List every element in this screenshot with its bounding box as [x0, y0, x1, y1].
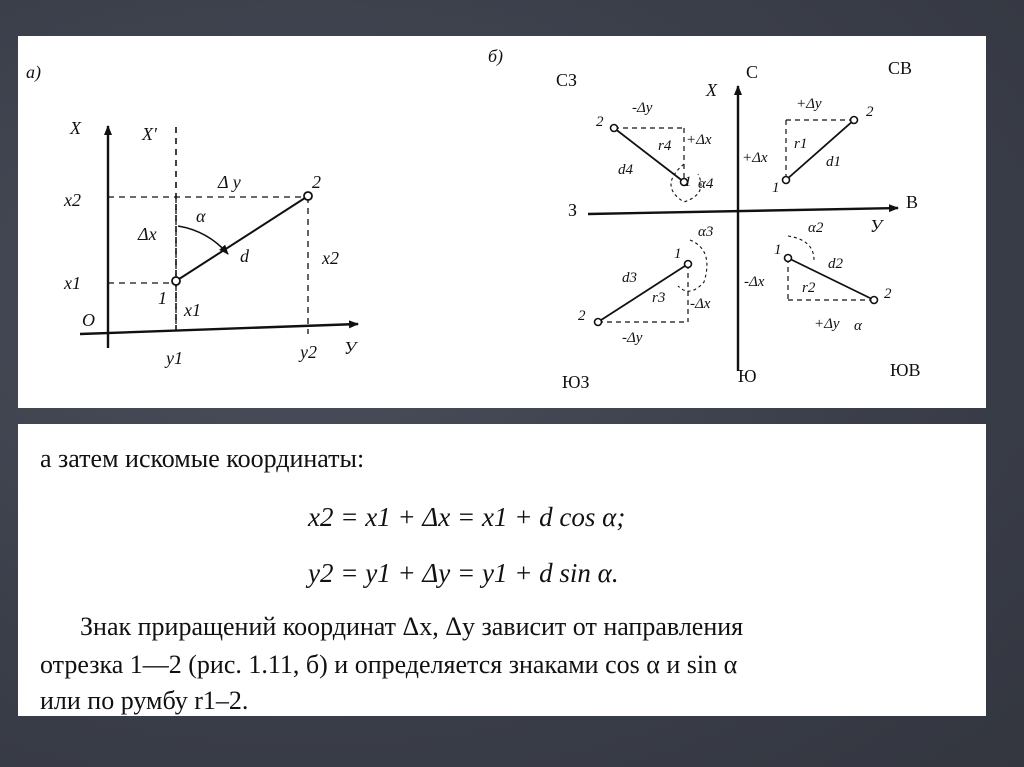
intro-text: а затем искомые координаты:: [40, 444, 365, 473]
compass-se: ЮВ: [890, 360, 921, 380]
segment-x2-label: x2: [322, 248, 339, 268]
x1-label: x1: [64, 273, 81, 293]
nw-p1-label: 1: [684, 174, 692, 190]
delta-y-label: Δ y: [218, 172, 241, 192]
paragraph-line-1: Знак приращений координат Δx, Δy зависит от направления: [80, 612, 744, 641]
ne-dy-label: +Δy: [796, 96, 822, 112]
sw-dx-label: -Δx: [690, 296, 711, 312]
sw-r-label: r3: [652, 290, 666, 306]
sw-d-label: d3: [622, 270, 637, 286]
compass-sw: ЮЗ: [562, 372, 590, 392]
formula-x: x2 = x1 + Δx = x1 + d cos α;: [308, 502, 626, 532]
quadrant-ne: [742, 96, 874, 196]
se-alpha-extra-label: α: [854, 318, 862, 334]
sw-p2-label: 2: [578, 308, 586, 324]
segment-x1-label: x1: [184, 300, 201, 320]
ne-p1-label: 1: [772, 180, 780, 196]
alpha-arc: [178, 226, 228, 254]
axis-y-label: У: [344, 338, 357, 358]
se-p2-label: 2: [884, 286, 892, 302]
y1-label: y1: [166, 348, 183, 368]
panel-a: [26, 62, 358, 368]
axis-x-label: X: [70, 118, 81, 138]
se-dy-label: +Δy: [814, 316, 840, 332]
ne-d-label: d1: [826, 154, 841, 170]
point-1-marker: [172, 277, 180, 285]
compass-south: Ю: [738, 366, 757, 386]
sw-dy-label: -Δy: [622, 330, 643, 346]
nw-p2-label: 2: [596, 114, 604, 130]
y2-label: y2: [300, 342, 317, 362]
quadrant-nw: [596, 100, 714, 202]
compass-nw: СЗ: [556, 70, 578, 90]
d-label: d: [240, 246, 249, 266]
se-p1-label: 1: [774, 242, 782, 258]
ne-r-label: r1: [794, 136, 808, 152]
point-2-label: 2: [312, 172, 321, 192]
figure-1-11: [18, 36, 986, 408]
panel-b-label: б): [488, 46, 504, 66]
se-dx-label: -Δx: [744, 274, 765, 290]
axis-y-label-b: У: [870, 216, 883, 236]
axis-y-line: [80, 324, 358, 334]
quadrant-sw: [578, 224, 713, 346]
axis-x-prime-label: X′: [142, 124, 157, 144]
quadrant-se: [744, 220, 892, 334]
se-d-label: d2: [828, 256, 843, 272]
point-1-label: 1: [158, 288, 167, 308]
paragraph-line-2: отрезка 1—2 (рис. 1.11, б) и определяется знаками cos α и sin α: [40, 650, 738, 679]
nw-dx-label: +Δx: [686, 132, 712, 148]
nw-dy-label: -Δy: [632, 100, 653, 116]
sw-alpha-label: α3: [698, 224, 714, 240]
nw-d-label: d4: [618, 162, 633, 178]
ne-dx-label: +Δx: [742, 150, 768, 166]
se-alpha-label: α2: [808, 220, 824, 236]
formula-y: y2 = y1 + Δy = y1 + d sin α.: [308, 558, 619, 588]
point-2-marker: [304, 192, 312, 200]
nw-r-label: r4: [658, 138, 672, 154]
alpha-label: α: [196, 206, 206, 226]
x2-label: x2: [64, 190, 81, 210]
delta-x-label: Δx: [138, 224, 157, 244]
nw-alpha-label: α4: [698, 176, 714, 192]
se-r-label: r2: [802, 280, 816, 296]
axis-east-line: [588, 208, 898, 214]
compass-ne: СВ: [888, 58, 913, 78]
panel-b: [488, 46, 921, 392]
compass-north: С: [746, 62, 759, 82]
compass-west: З: [568, 200, 578, 220]
text-panel: [18, 424, 986, 716]
panel-a-label: а): [26, 62, 41, 82]
ne-p2-label: 2: [866, 104, 874, 120]
sw-p1-label: 1: [674, 246, 682, 262]
compass-east: В: [906, 192, 919, 212]
axis-x-label-b: X: [706, 80, 717, 100]
paragraph-line-3: или по румбу r1–2.: [40, 686, 249, 715]
diagram-panel: [18, 36, 986, 408]
origin-label: O: [82, 310, 95, 330]
